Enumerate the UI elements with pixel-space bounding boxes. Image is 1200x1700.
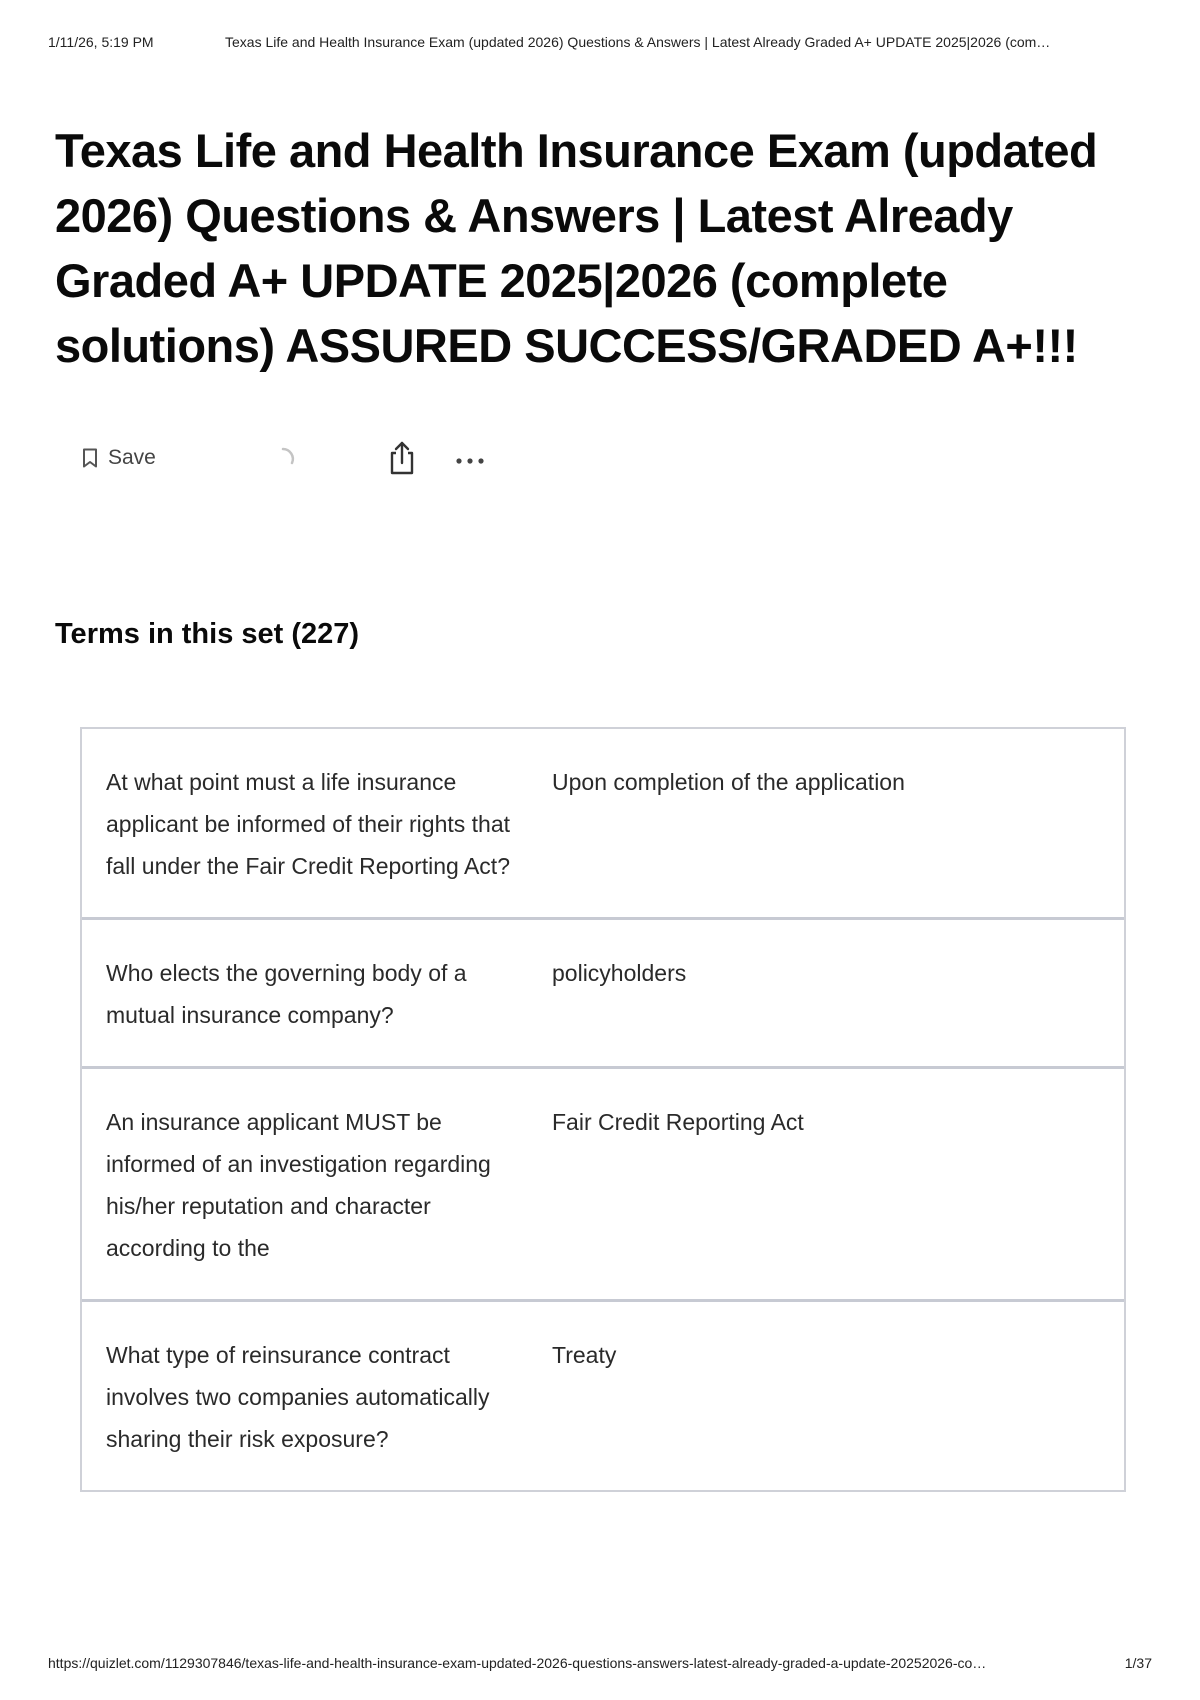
term-row[interactable] bbox=[82, 729, 1124, 920]
spinner-icon bbox=[268, 444, 298, 479]
print-url: https://quizlet.com/1129307846/texas-life-and-health-insurance-exam-updated-2026-questions-answers-latest-already-graded-a-update-20252026-co… bbox=[48, 1655, 987, 1671]
print-header bbox=[48, 34, 1152, 54]
print-doc-title: Texas Life and Health Insurance Exam (updated 2026) Questions & Answers | Latest Already Graded A+ UPDATE 2025|2026 (com… bbox=[225, 34, 1051, 50]
toolbar bbox=[82, 440, 502, 480]
more-icon bbox=[455, 457, 485, 465]
share-button[interactable] bbox=[386, 440, 418, 481]
page-number: 1/37 bbox=[1124, 1655, 1152, 1671]
page-title: Texas Life and Health Insurance Exam (updated 2026) Questions & Answers | Latest Already Graded A+ UPDATE 2025|2026 (complete solutions) ASSURED SUCCESS/GRADED A+!!! bbox=[55, 124, 1098, 372]
term-answer: Treaty bbox=[552, 1342, 617, 1368]
term-answer: Fair Credit Reporting Act bbox=[552, 1109, 804, 1135]
share-icon bbox=[386, 440, 418, 476]
term-question: Who elects the governing body of a mutual insurance company? bbox=[106, 960, 467, 1028]
term-answer: policyholders bbox=[552, 960, 687, 986]
term-row[interactable] bbox=[82, 920, 1124, 1069]
term-question: At what point must a life insurance applicant be informed of their rights that fall under the Fair Credit Reporting Act? bbox=[106, 769, 511, 879]
section-heading: Terms in this set (227) bbox=[55, 618, 360, 650]
save-button[interactable] bbox=[82, 446, 156, 470]
term-row[interactable] bbox=[82, 1302, 1124, 1490]
save-label: Save bbox=[108, 446, 156, 469]
print-footer bbox=[48, 1655, 1152, 1675]
print-date: 1/11/26, 5:19 PM bbox=[48, 34, 154, 50]
term-question: What type of reinsurance contract involves two companies automatically sharing their risk exposure? bbox=[106, 1342, 490, 1452]
term-row[interactable] bbox=[82, 1069, 1124, 1302]
more-button[interactable] bbox=[455, 452, 485, 470]
bookmark-icon bbox=[82, 448, 98, 468]
terms-table bbox=[80, 727, 1126, 1492]
term-answer: Upon completion of the application bbox=[552, 769, 905, 795]
term-question: An insurance applicant MUST be informed of an investigation regarding his/her reputation and character according to the bbox=[106, 1109, 491, 1261]
